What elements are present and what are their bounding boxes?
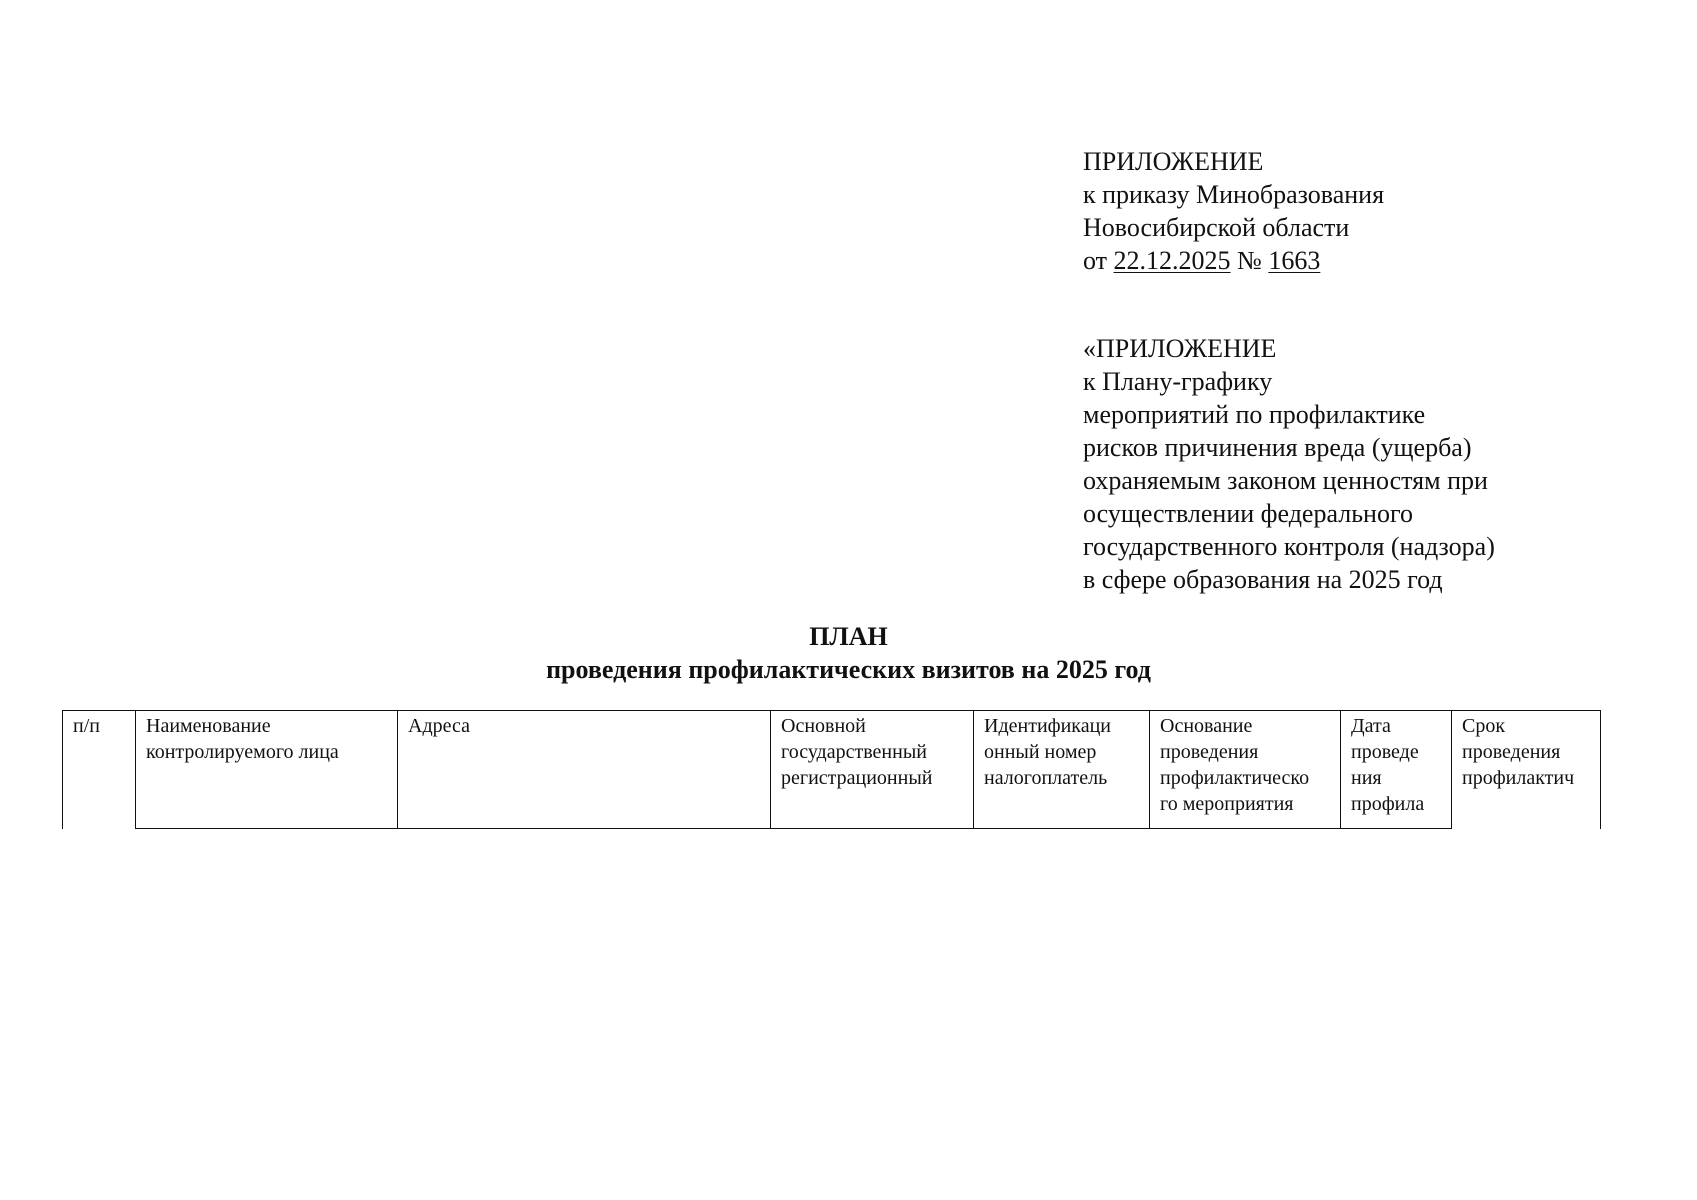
plan-title: ПЛАН [809,622,888,651]
plan-appendix-block [1083,332,1643,596]
order-appendix-block [1083,145,1643,277]
header-cell-ogrn: Основной государственный регистрационный [770,710,973,829]
header-cell-date: Дата проведе ния профила [1340,710,1451,829]
plan-appendix-line: к Плану-графику [1083,367,1273,396]
visits-table-header [62,710,1602,830]
order-date: 22.12.2025 [1113,246,1231,275]
plan-appendix-line: мероприятий по профилактике [1083,400,1426,429]
plan-appendix-line: государственного контроля (надзора) [1083,532,1495,561]
header-cell-inn: Идентификаци онный номер налогоплатель [973,710,1149,829]
order-date-prefix: от [1083,246,1108,275]
header-cell-number: п/п [62,710,135,829]
plan-subtitle: проведения профилактических визитов на 2025 год [546,655,1151,684]
header-cell-name: Наименование контролируемого лица [135,710,397,829]
plan-appendix-line: осуществлении федерального [1083,499,1413,528]
order-number-sign: № [1237,246,1262,275]
header-cell-basis: Основание проведения профилактическо го мероприятия [1149,710,1340,829]
plan-appendix-line: «ПРИЛОЖЕНИЕ [1083,334,1277,363]
order-date-line [1083,244,1643,277]
header-cell-addresses: Адреса [397,710,770,829]
order-appendix-title: ПРИЛОЖЕНИЕ [1083,147,1264,176]
order-appendix-reference: к приказу Минобразования [1083,180,1385,209]
order-number: 1663 [1268,246,1321,275]
plan-appendix-line: охраняемым законом ценностям при [1083,466,1488,495]
header-cell-term: Срок проведения профилактич [1451,710,1601,829]
plan-appendix-line: рисков причинения вреда (ущерба) [1083,433,1472,462]
order-appendix-region: Новосибирской области [1083,213,1350,242]
plan-appendix-line: в сфере образования на 2025 год [1083,565,1443,594]
